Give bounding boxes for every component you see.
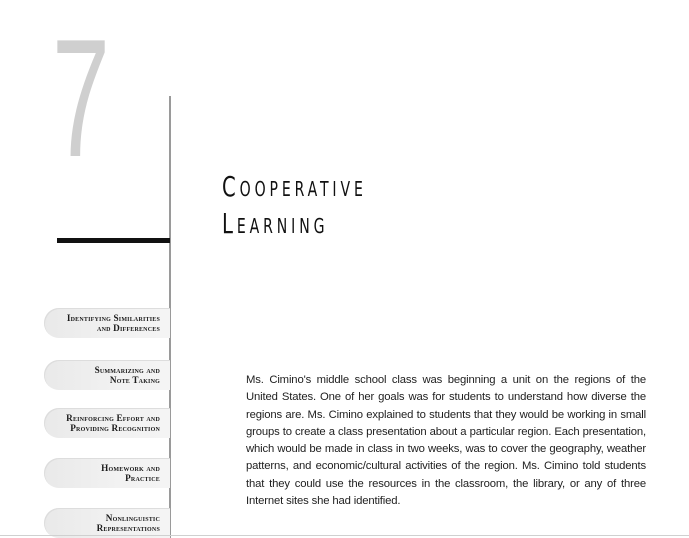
page-bottom-edge [0,535,689,536]
tab-label: Identifying Similarities and Differences [66,313,160,333]
tab-label: Nonlinguistic Representations [96,513,160,533]
tab-identifying-similarities[interactable] [44,308,170,338]
chapter-title-line-2: Learning [222,207,329,240]
body-paragraph: Ms. Cimino's middle school class was beginning a unit on the regions of the United States. One of her goals was for students to understand how diverse the regions are. Ms. Cimino explained to students that they would be working in small groups to create a class presentation about a particular region. Each presentation, which would be made in class in two weeks, was to cover the geography, weather patterns, and economic/cultural activities of the region. Ms. Cimino told students that they could use the resources in the classroom, the library, or any of three Internet sites she had identified. [246,374,646,508]
chapter-title [222,168,367,242]
tab-label: Reinforcing Effort and Providing Recognition [66,413,160,433]
tab-reinforcing-effort[interactable] [44,408,170,438]
chapter-title-line-1: Cooperative [222,170,367,203]
tab-nonlinguistic[interactable] [44,508,170,538]
tab-label: Summarizing and Note Taking [94,365,160,385]
tab-homework[interactable] [44,458,170,488]
chapter-number: 7 [52,4,108,192]
chapter-rule [57,238,170,243]
tab-summarizing[interactable] [44,360,170,390]
tab-label: Homework and Practice [101,463,160,483]
